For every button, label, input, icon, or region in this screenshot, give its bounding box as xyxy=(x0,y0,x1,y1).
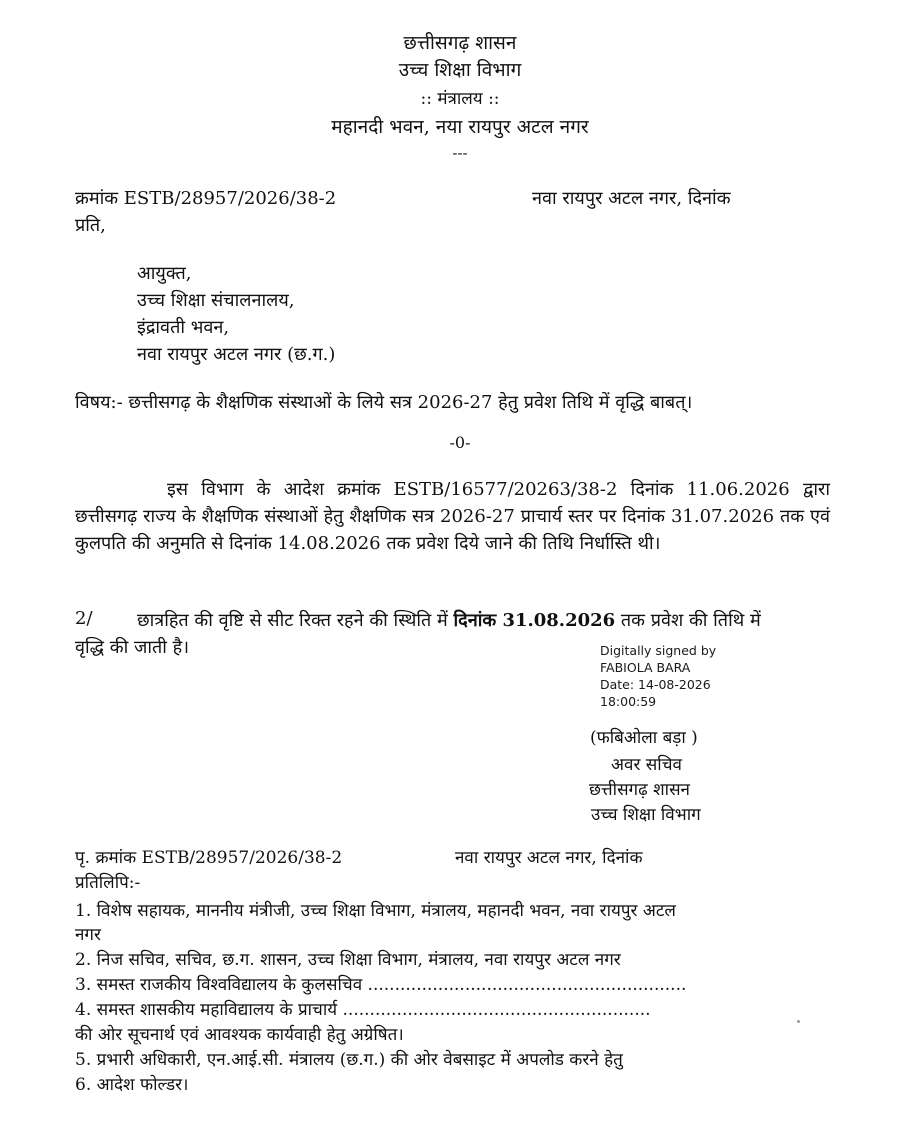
paragraph-2-line-2: वृद्धि की जाती है। xyxy=(75,637,190,658)
addressee-line: नवा रायपुर अटल नगर (छ.ग.) xyxy=(137,344,336,365)
header-ministry: :: मंत्रालय :: xyxy=(420,89,500,109)
addressee-line: आयुक्त, xyxy=(137,263,192,284)
signatory-name: (फबिओला बड़ा ) xyxy=(590,728,698,748)
copy-item-6: 6. आदेश फोल्डर। xyxy=(75,1075,189,1095)
signatory-department: उच्च शिक्षा विभाग xyxy=(591,805,701,825)
digital-signature-line: FABIOLA BARA xyxy=(600,660,691,675)
copy-item-5: 5. प्रभारी अधिकारी, एन.आई.सी. मंत्रालय (छ.ग.) की ओर वेबसाइट में अपलोड करने हेतु xyxy=(75,1050,623,1070)
reference-place-date: नवा रायपुर अटल नगर, दिनांक xyxy=(532,188,731,209)
reference-number: क्रमांक ESTB/28957/2026/38-2 xyxy=(75,188,337,209)
header-address: महानदी भवन, नया रायपुर अटल नगर xyxy=(331,116,589,138)
copy-item-1-cont: नगर xyxy=(75,925,101,945)
scan-speck xyxy=(797,1020,800,1023)
addressee-line: इंद्रावती भवन, xyxy=(137,317,230,338)
header-government: छत्तीसगढ़ शासन xyxy=(403,32,517,54)
signatory-government: छत्तीसगढ़ शासन xyxy=(589,780,690,800)
header-department: उच्च शिक्षा विभाग xyxy=(398,59,522,81)
copy-reference-number: पृ. क्रमांक ESTB/28957/2026/38-2 xyxy=(75,848,343,868)
copy-label: प्रतिलिपि:- xyxy=(75,873,141,893)
to-label: प्रति, xyxy=(75,215,106,236)
copy-place-date: नवा रायपुर अटल नगर, दिनांक xyxy=(455,848,643,868)
copy-item-1: 1. विशेष सहायक, माननीय मंत्रीजी, उच्च शिक्षा विभाग, मंत्रालय, महानदी भवन, नवा रायपुर अटल xyxy=(75,901,676,921)
signatory-designation: अवर सचिव xyxy=(611,755,682,775)
body-paragraph-1-text: इस विभाग के आदेश क्रमांक ESTB/16577/20263/38-2 दिनांक 11.06.2026 द्वारा छत्तीसगढ़ राज्य के शैक्षणिक संस्थाओं हेतु शैक्षणिक सत्र 2026-27 प्राचार्य स्तर पर दिनांक 31.07.2026 तक एवं कुलपति की अनुमति से दिनांक 14.08.2026 तक प्रवेश दिये जाने की तिथि निर्धास्ति थी। xyxy=(75,479,830,554)
subject-line: विषय:- छत्तीसगढ़ के शैक्षणिक संस्थाओं के लिये सत्र 2026-27 हेतु प्रवेश तिथि में वृद्धि बाबत्। xyxy=(75,392,693,413)
addressee-line: उच्च शिक्षा संचालनालय, xyxy=(137,290,295,311)
paragraph-2-pre: छात्रहित की वृष्टि से सीट रिक्त रहने की स्थिति में xyxy=(137,610,448,631)
digital-signature-line: Digitally signed by xyxy=(600,643,717,658)
copy-item-4-cont: की ओर सूचनार्थ एवं आवश्यक कार्यवाही हेतु अग्रेषित। xyxy=(75,1025,404,1045)
paragraph-2-post: तक प्रवेश की तिथि में xyxy=(620,610,761,631)
copy-item-2: 2. निज सचिव, सचिव, छ.ग. शासन, उच्च शिक्षा विभाग, मंत्रालय, नवा रायपुर अटल नगर xyxy=(75,950,621,970)
paragraph-2-line xyxy=(137,608,761,632)
digital-signature-line: 18:00:59 xyxy=(600,694,657,709)
paragraph-2-date: दिनांक 31.08.2026 xyxy=(453,610,616,631)
digital-signature-line: Date: 14-08-2026 xyxy=(600,677,711,692)
subject-separator: -0- xyxy=(449,433,471,452)
copy-item-3: 3. समस्त राजकीय विश्वविद्यालय के कुलसचिव ........................................................... xyxy=(75,975,687,995)
header-divider: --- xyxy=(452,144,468,162)
paragraph-2-number: 2/ xyxy=(75,608,93,629)
body-paragraph-1 xyxy=(75,476,830,557)
copy-item-4: 4. समस्त शासकीय महाविद्यालय के प्राचार्य ......................................................... xyxy=(75,1000,651,1020)
